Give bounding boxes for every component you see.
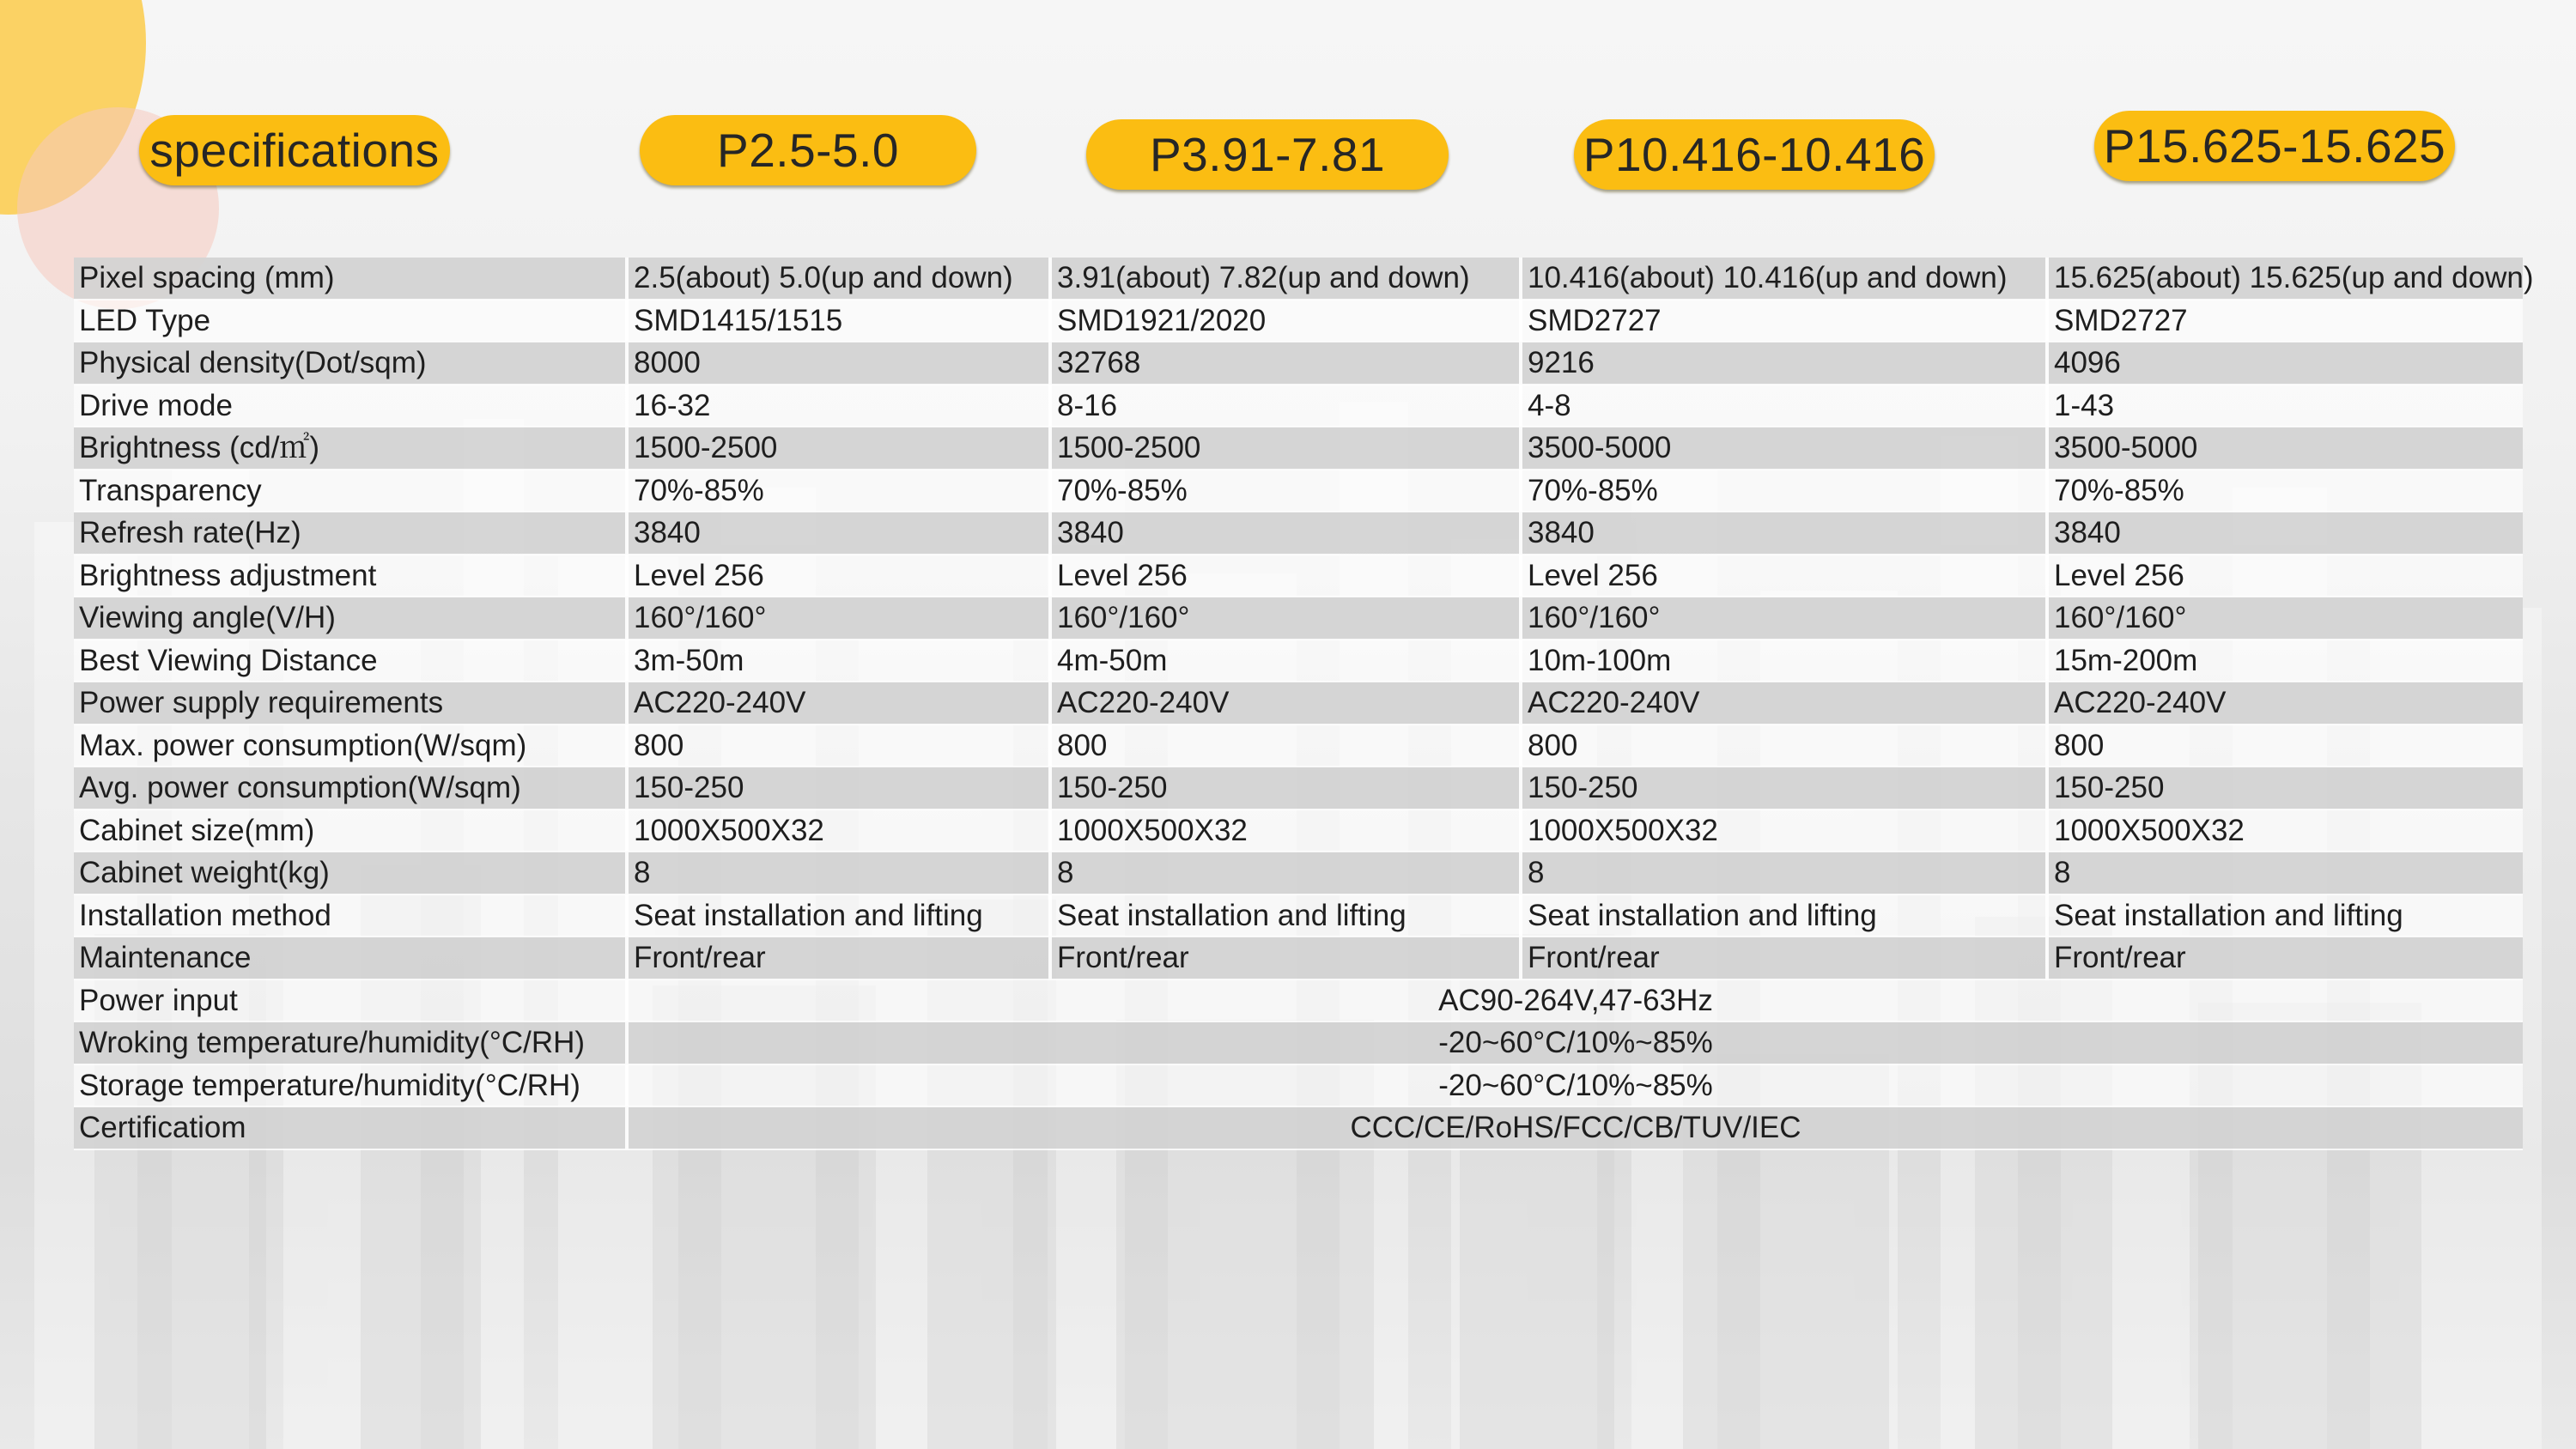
value-cell: 8 [1050,852,1521,894]
row-label: Storage temperature/humidity(°C/RH) [74,1064,627,1107]
row-label: Physical density(Dot/sqm) [74,342,627,385]
row-label: Brightness (cd/㎡) [74,427,627,470]
value-cell: SMD1415/1515 [627,300,1050,343]
value-cell: 1500-2500 [627,427,1050,470]
row-label: LED Type [74,300,627,343]
value-cell: Seat installation and lifting [2047,894,2523,937]
table-row [74,1022,2523,1064]
value-cell: 150-250 [1050,767,1521,809]
value-cell: 8-16 [1050,385,1521,427]
row-label: Maintenance [74,937,627,979]
value-cell: Front/rear [1521,937,2047,979]
value-cell: 70%-85% [2047,470,2523,512]
row-label: Avg. power consumption(W/sqm) [74,767,627,809]
value-cell: 2.5(about) 5.0(up and down) [627,258,1050,300]
value-cell: 3840 [1050,512,1521,555]
value-cell: 3500-5000 [2047,427,2523,470]
value-cell: 800 [1050,724,1521,767]
table-row [74,597,2523,640]
value-cell: 1-43 [2047,385,2523,427]
value-cell: 3840 [2047,512,2523,555]
value-cell: 3500-5000 [1521,427,2047,470]
table-row [74,1064,2523,1107]
table-row [74,724,2523,767]
merged-value-cell: AC90-264V,47-63Hz [627,979,2523,1022]
value-cell: Seat installation and lifting [1050,894,1521,937]
row-label: Best Viewing Distance [74,640,627,682]
row-label: Brightness adjustment [74,555,627,597]
value-cell: Level 256 [2047,555,2523,597]
value-cell: Front/rear [1050,937,1521,979]
table-row [74,682,2523,724]
value-cell: 150-250 [2047,767,2523,809]
value-cell: 160°/160° [2047,597,2523,640]
value-cell: 1000X500X32 [2047,809,2523,852]
value-cell: 10.416(about) 10.416(up and down) [1521,258,2047,300]
value-cell: 1500-2500 [1050,427,1521,470]
header-pill-p15-625: P15.625-15.625 [2094,111,2455,181]
value-cell: 16-32 [627,385,1050,427]
value-cell: Front/rear [2047,937,2523,979]
merged-value-cell: -20~60°C/10%~85% [627,1064,2523,1107]
value-cell: 32768 [1050,342,1521,385]
row-label: Cabinet weight(kg) [74,852,627,894]
value-cell: 8 [627,852,1050,894]
header-pill-p10-416: P10.416-10.416 [1574,119,1935,190]
value-cell: SMD2727 [2047,300,2523,343]
value-cell: 1000X500X32 [627,809,1050,852]
row-label: Certificatiom [74,1106,627,1149]
row-label: Cabinet size(mm) [74,809,627,852]
merged-value-cell: CCC/CE/RoHS/FCC/CB/TUV/IEC [627,1106,2523,1149]
row-label: Installation method [74,894,627,937]
header-pill-p2-5: P2.5-5.0 [640,115,976,185]
value-cell: 150-250 [627,767,1050,809]
value-cell: 3m-50m [627,640,1050,682]
row-label: Refresh rate(Hz) [74,512,627,555]
merged-value-cell: -20~60°C/10%~85% [627,1022,2523,1064]
row-label: Transparency [74,470,627,512]
value-cell: SMD2727 [1521,300,2047,343]
value-cell: AC220-240V [2047,682,2523,724]
value-cell: Level 256 [627,555,1050,597]
row-label: Max. power consumption(W/sqm) [74,724,627,767]
value-cell: 160°/160° [627,597,1050,640]
value-cell: 4096 [2047,342,2523,385]
value-cell: 800 [1521,724,2047,767]
value-cell: Level 256 [1050,555,1521,597]
value-cell: 70%-85% [627,470,1050,512]
value-cell: 3840 [1521,512,2047,555]
row-label: Viewing angle(V/H) [74,597,627,640]
table-row [74,555,2523,597]
value-cell: AC220-240V [627,682,1050,724]
header-pill-specifications: specifications [139,115,450,185]
table-row [74,258,2523,300]
value-cell: 160°/160° [1521,597,2047,640]
table-row [74,767,2523,809]
table-row [74,894,2523,937]
value-cell: 8 [1521,852,2047,894]
value-cell: 70%-85% [1521,470,2047,512]
table-row [74,809,2523,852]
row-label: Wroking temperature/humidity(°C/RH) [74,1022,627,1064]
table-row [74,300,2523,343]
row-label: Power supply requirements [74,682,627,724]
value-cell: AC220-240V [1521,682,2047,724]
value-cell: 9216 [1521,342,2047,385]
specifications-table-body [74,258,2534,1149]
value-cell: 15m-200m [2047,640,2523,682]
value-cell: Level 256 [1521,555,2047,597]
value-cell: 4-8 [1521,385,2047,427]
value-cell: 8 [2047,852,2523,894]
value-cell: SMD1921/2020 [1050,300,1521,343]
value-cell: 800 [2047,724,2523,767]
table-row [74,852,2523,894]
table-row [74,470,2523,512]
value-cell: 70%-85% [1050,470,1521,512]
table-row [74,937,2523,979]
value-cell: 8000 [627,342,1050,385]
table-row [74,640,2523,682]
row-label: Pixel spacing (mm) [74,258,627,300]
value-cell: 150-250 [1521,767,2047,809]
table-row [74,427,2523,470]
value-cell: 800 [627,724,1050,767]
row-label: Power input [74,979,627,1022]
table-row [74,385,2523,427]
value-cell: Front/rear [627,937,1050,979]
value-cell: 4m-50m [1050,640,1521,682]
value-cell: 1000X500X32 [1050,809,1521,852]
value-cell: 15.625(about) 15.625(up and down) [2047,258,2523,300]
header-pill-p3-91: P3.91-7.81 [1086,119,1449,190]
value-cell: 3.91(about) 7.82(up and down) [1050,258,1521,300]
value-cell: 3840 [627,512,1050,555]
value-cell: 160°/160° [1050,597,1521,640]
specifications-table [74,258,2534,1150]
value-cell: Seat installation and lifting [1521,894,2047,937]
table-row [74,1106,2523,1149]
table-row [74,512,2523,555]
value-cell: 10m-100m [1521,640,2047,682]
table-row [74,342,2523,385]
value-cell: 1000X500X32 [1521,809,2047,852]
value-cell: AC220-240V [1050,682,1521,724]
row-label: Drive mode [74,385,627,427]
table-row [74,979,2523,1022]
value-cell: Seat installation and lifting [627,894,1050,937]
